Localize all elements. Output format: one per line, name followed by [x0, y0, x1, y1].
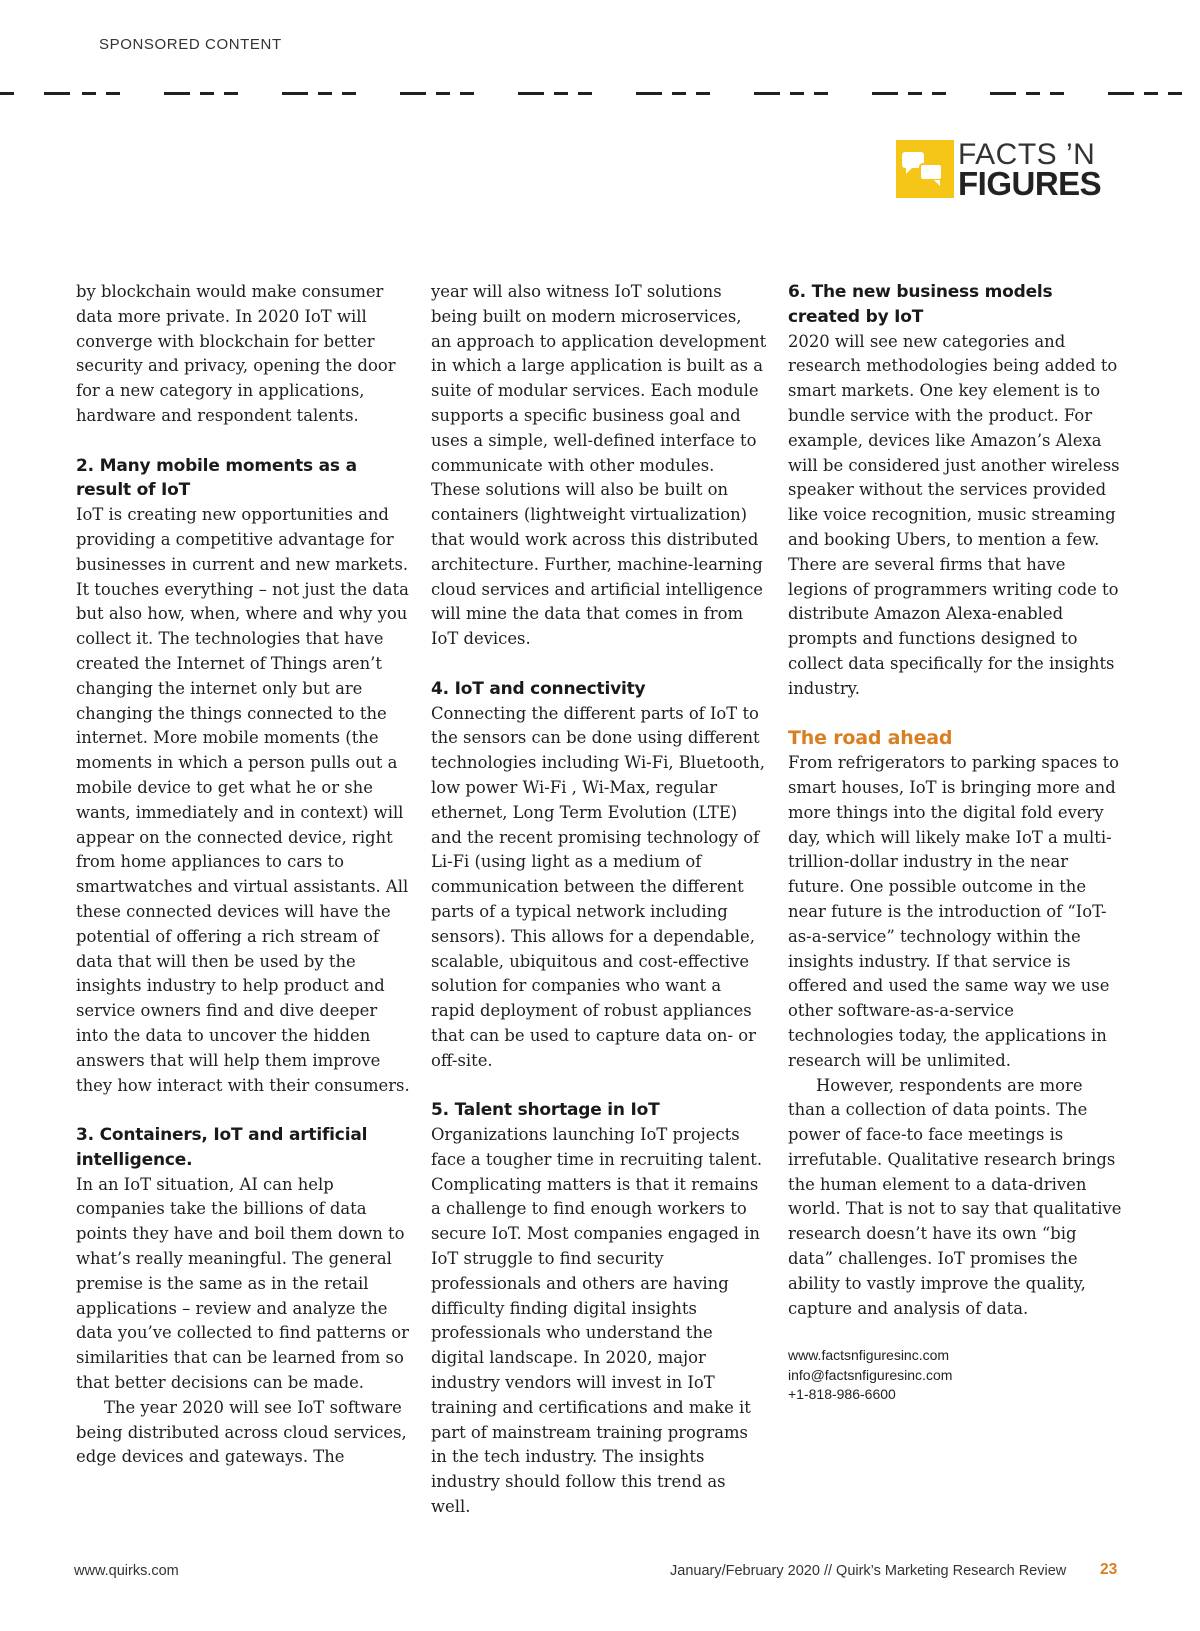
section-heading-3: 3. Containers, IoT and artificial intelligence.	[76, 1125, 368, 1170]
contact-email[interactable]: info@factsnfiguresinc.com	[788, 1366, 953, 1383]
section-heading-6: 6. The new business models created by IoT	[788, 282, 1053, 327]
paragraph: by blockchain would make consumer data more private. In 2020 IoT will converge with blockchain for better security and privacy, opening the door for a new category in applications, hardware and respondent talents.	[76, 282, 396, 425]
paragraph: IoT is creating new opportunities and providing a competitive advantage for businesses in current and new markets. It touches everything – not just the data but also how, when, where and why you collect it. The technologies that have created the Internet of Things aren’t changing the internet only but are changing the things connected to the internet. More mobile moments (the moments in which a person pulls out a mobile device to get what he or she wants, immediately and in context) will appear on the connected device, right from home appliances to cars to smartwatches and virtual assistants. All these connected devices will have the potential of offering a rich stream of data that will then be used by the insights industry to help product and service owners find and dive deeper into the data to uncover the hidden answers that will help them improve they how interact with their consumers.	[76, 505, 410, 1095]
column-2	[431, 280, 767, 1520]
column-3	[788, 280, 1124, 1405]
paragraph: Organizations launching IoT projects face a tougher time in recruiting talent. Complicating matters is that it remains a challenge to find enough workers to secure IoT. Most companies engaged in IoT struggle to find security professionals and others are having difficulty finding digital insights professionals who understand the digital landscape. In 2020, major industry vendors will invest in IoT training and certifications and make it part of mainstream training programs in the tech industry. The insights industry should follow this trend as well.	[431, 1125, 763, 1517]
paragraph: From refrigerators to parking spaces to smart houses, IoT is bringing more and more things into the digital fold every day, which will likely make IoT a multi-trillion-dollar industry in the near future. One possible outcome in the near future is the introduction of “IoT-as-a-service” technology within the insights industry. If that service is offered and used the same way we use other software-as-a-service technologies today, the applications in research will be unlimited.	[788, 753, 1120, 1070]
section-heading-road-ahead: The road ahead	[788, 727, 953, 750]
paragraph: In an IoT situation, AI can help companies take the billions of data points they have and boil them down to what’s really meaningful. The general premise is the same as in the retail applications – review and analyze the data you’ve collected to find patterns or similarities that can be learned from so that better decisions can be made.	[76, 1174, 410, 1393]
page-number: 23	[1100, 1561, 1118, 1578]
section-heading-5: 5. Talent shortage in IoT	[431, 1100, 660, 1121]
section-heading-2: 2. Many mobile moments as a result of IoT	[76, 455, 357, 501]
logo-text-line-1: FACTS ’N	[958, 138, 1096, 171]
footer-website[interactable]: www.quirks.com	[74, 1563, 179, 1579]
speech-bubble-logo-icon	[896, 140, 954, 198]
paragraph: year will also witness IoT solutions being built on modern microservices, an approach to application development in which a large application is built as a suite of modular services. Each module supports a specific business goal and uses a simple, well-defined interface to communicate with other modules. These solutions will also be built on containers (lightweight virtualization) that would work across this distributed architecture. Further, machine-learning cloud services and artificial intelligence will mine the data that comes in from IoT devices.	[431, 282, 767, 649]
paragraph: However, respondents are more than a collection of data points. The power of face-to face meetings is irrefutable. Qualitative research brings the human element to a data-driven world. That is not to say that qualitative research doesn’t have its own “big data” challenges. IoT promises the ability to vastly improve the quality, capture and analysis of data.	[788, 1075, 1122, 1318]
paragraph: 2020 will see new categories and research methodologies being added to smart markets. One key element is to bundle service with the product. For example, devices like Amazon’s Alexa will be considered just another wireless speaker without the services provided like voice recognition, music streaming and booking Ubers, to mention a few. There are several firms that have legions of programmers writing code to distribute Amazon Alexa-enabled prompts and functions designed to collect data specifically for the insights industry.	[788, 331, 1120, 698]
column-1	[76, 280, 412, 1470]
contact-website[interactable]: www.factsnfiguresinc.com	[788, 1347, 950, 1364]
section-heading-4: 4. IoT and connectivity	[431, 678, 646, 699]
paragraph: The year 2020 will see IoT software being distributed across cloud services, edge devices and gateways. The	[76, 1397, 407, 1467]
sponsored-label: SPONSORED CONTENT	[99, 36, 282, 53]
paragraph: Connecting the different parts of IoT to the sensors can be done using different technologies including Wi-Fi, Bluetooth, low power Wi-Fi , Wi-Max, regular ethernet, Long Term Evolution (LTE) and the recent promising technology of Li-Fi (using light as a medium of communication between the different parts of a typical network including sensors). This allows for a dependable, scalable, ubiquitous and cost-effective solution for companies who want a rapid deployment of robust appliances that can be used to capture data on- or off-site.	[431, 703, 765, 1070]
contact-phone: +1-818-986-6600	[788, 1386, 896, 1403]
facts-n-figures-logo	[896, 138, 1118, 202]
footer-issue: January/February 2020 // Quirk’s Marketing Research Review	[670, 1563, 1067, 1579]
dashed-divider	[0, 84, 1200, 98]
logo-text-line-2: FIGURES	[958, 165, 1102, 202]
